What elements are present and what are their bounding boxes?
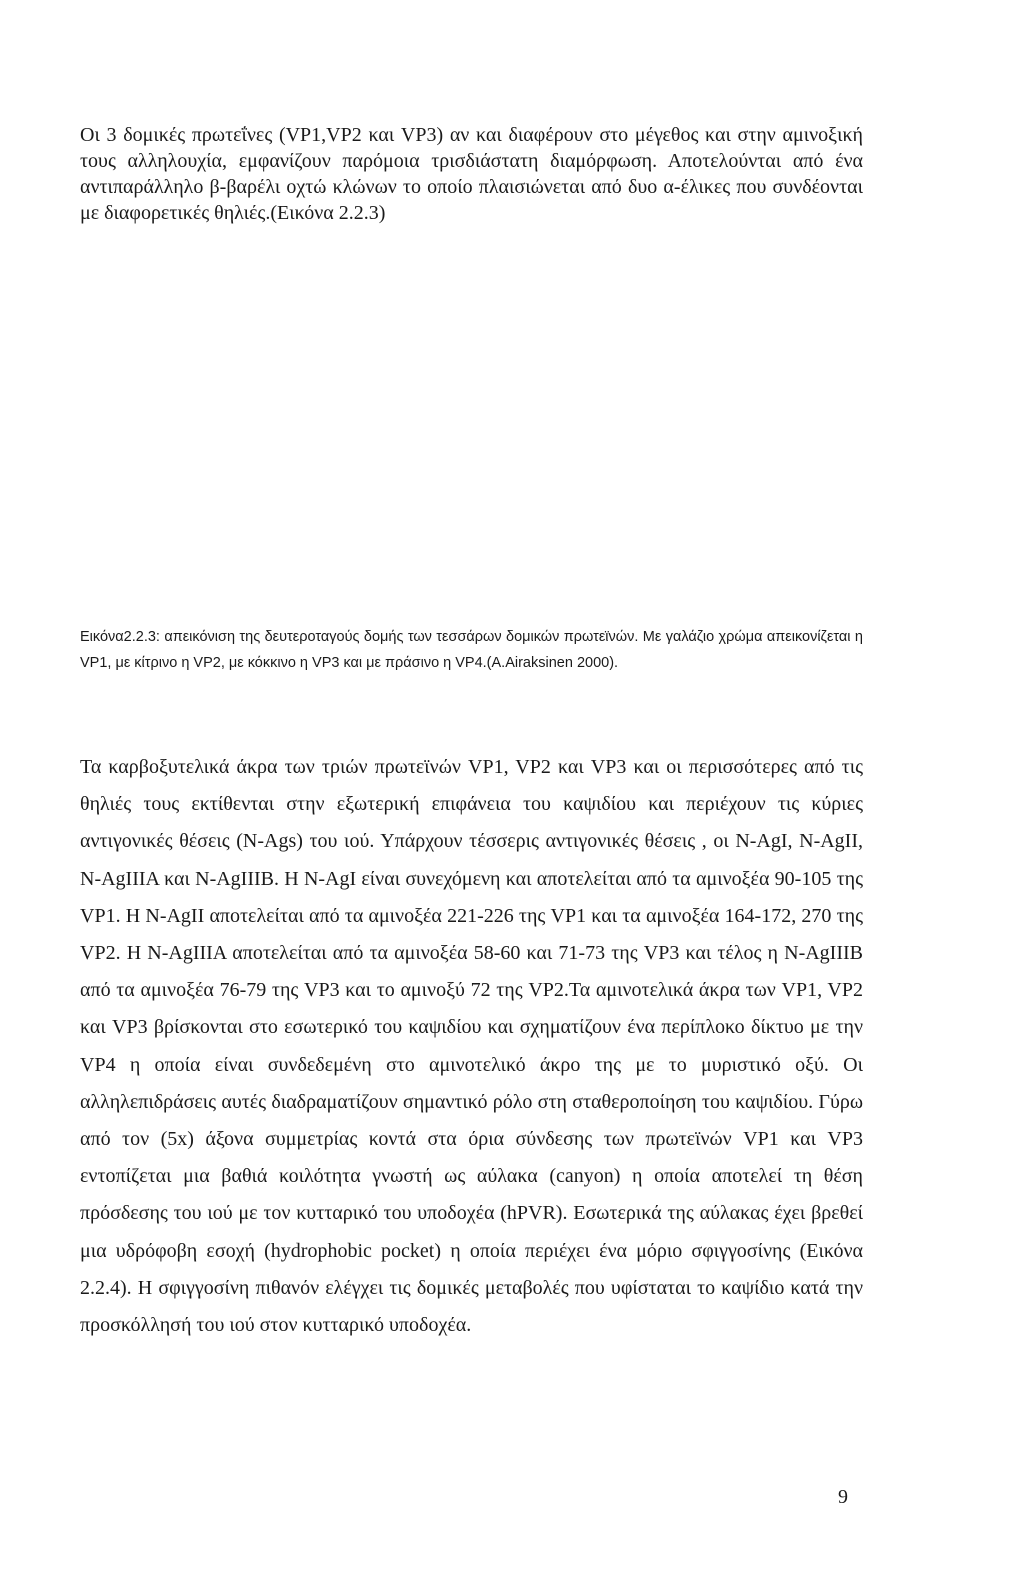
figure-placeholder (80, 230, 863, 610)
page-number: 9 (838, 1486, 848, 1508)
figure-caption: Εικόνα2.2.3: απεικόνιση της δευτεροταγούς δομής των τεσσάρων δομικών πρωτεϊνών. Με γαλάζιο χρώμα απεικονίζεται η VP1, με κίτρινο η VP2, με κόκκινο η VP3 και με πράσινο η VP4.(A.Airaksinen 2000). (80, 629, 863, 671)
main-paragraph: Τα καρβοξυτελικά άκρα των τριών πρωτεϊνών VP1, VP2 και VP3 και οι περισσότερες από τις θηλιές τους εκτίθενται στην εξωτερική επιφάνεια του καψιδίου και περιέχουν τις κύριες αντιγονικές θέσεις (N-Ags) του ιού. Υπάρχουν τέσσερις αντιγονικές θέσεις , οι N-AgI, N-AgII, N-AgIIIA και N-AgIIIB. Η N-AgI είναι συνεχόμενη και αποτελείται από τα αμινοξέα 90-105 της VP1. Η N-AgII αποτελείται από τα αμινοξέα 221-226 της VP1 και τα αμινοξέα 164-172, 270 της VP2. Η N-AgIIIA αποτελείται από τα αμινοξέα 58-60 και 71-73 της VP3 και τέλος η N-AgIIIB από τα αμινοξέα 76-79 της VP3 και το αμινοξύ 72 της VP2.Τα αμινοτελικά άκρα των VP1, VP2 και VP3 βρίσκονται στο εσωτερικό του καψιδίου και σχηματίζουν ένα περίπλοκο δίκτυο με την VP4 η οποία είναι συνδεδεμένη στο αμινοτελικό άκρο της με το μυριστικό οξύ. Οι αλληλεπιδράσεις αυτές διαδραματίζουν σημαντικό ρόλο στη σταθεροποίηση του καψιδίου. Γύρω από τον (5x) άξονα συμμετρίας κοντά στα όρια σύνδεσης των πρωτεϊνών VP1 και VP3 εντοπίζεται μια βαθιά κοιλότητα γνωστή ως αύλακα (canyon) η οποία αποτελεί τη θέση πρόσδεσης του ιού με τον κυτταρικό του υποδοχέα (hPVR). Εσωτερικά της αύλακας έχει βρεθεί μια υδρόφοβη εσοχή (hydrophobic pocket) η οποία περιέχει ένα μόριο σφιγγοσίνης (Εικόνα 2.2.4). Η σφιγγοσίνη πιθανόν ελέγχει τις δομικές μεταβολές που υφίσταται το καψίδιο κατά την προσκόλλησή του ιού στον κυτταρικό υποδοχέα. (80, 756, 863, 1337)
intro-paragraph: Οι 3 δομικές πρωτεΐνες (VP1,VP2 και VP3) αν και διαφέρουν στο μέγεθος και στην αμινοξική τους αλληλουχία, εμφανίζουν παρόμοια τρισδιάστατη διαμόρφωση. Αποτελούνται από ένα αντιπαράλληλο β-βαρέλι οχτώ κλώνων το οποίο πλαισιώνεται από δυο α-έλικες που συνδέονται με διαφορετικές θηλιές.(Εικόνα 2.2.3) (80, 124, 863, 224)
